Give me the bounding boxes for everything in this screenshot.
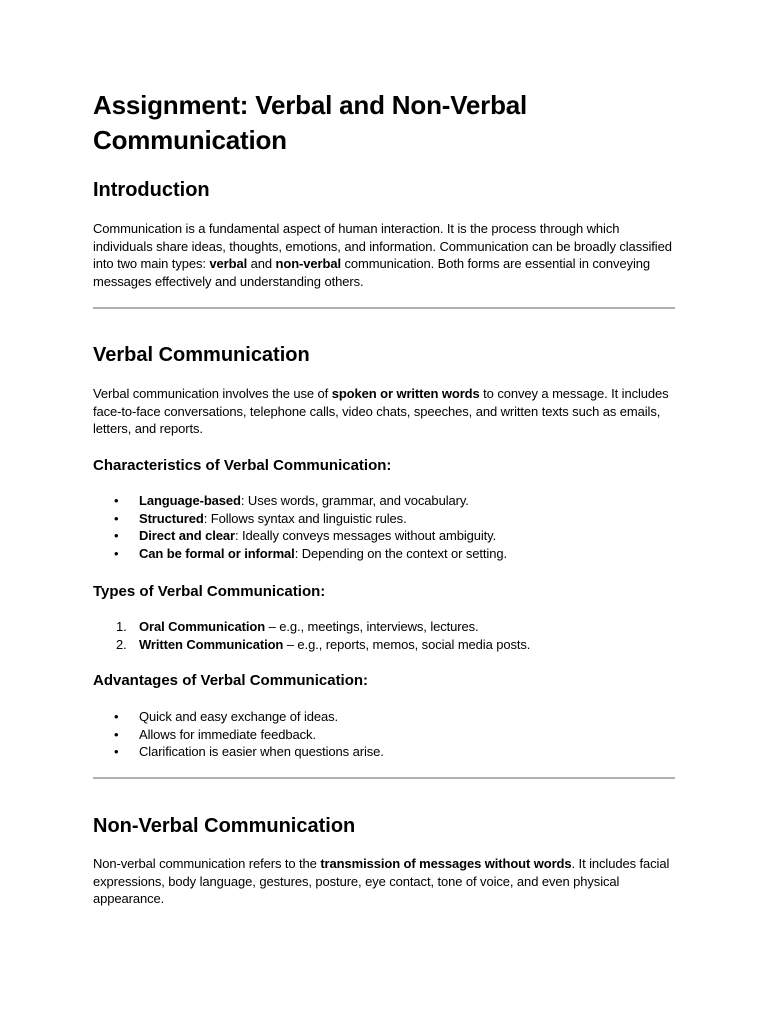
intro-paragraph (93, 220, 675, 290)
list-item (93, 618, 675, 636)
heading-advantages: Advantages of Verbal Communication: (93, 672, 369, 689)
item-description: – e.g., meetings, interviews, lectures. (265, 619, 479, 634)
intro-text-1: Communication is a fundamental aspect of human interaction. It is the process through which individuals share ideas, thoughts, emotions, and information. Communication can be broadly classified into two main types: (93, 221, 672, 272)
document-title: Assignment: Verbal and Non-Verbal Communication (93, 90, 528, 155)
list-item (93, 636, 675, 654)
bullet-icon: • (114, 493, 119, 508)
intro-text-3: communication. Both forms are essential in conveying messages effectively and understanding others. (93, 256, 651, 289)
item-term: Written Communication (139, 636, 284, 652)
list-item (93, 527, 675, 545)
item-text: Quick and easy exchange of ideas. (139, 709, 339, 724)
item-term: Can be formal or informal (139, 545, 295, 561)
advantages-list (93, 708, 675, 761)
item-term: Language-based (139, 493, 241, 508)
heading-nonverbal-communication: Non-Verbal Communication (93, 815, 356, 837)
item-term: Oral Communication (139, 619, 266, 634)
nonverbal-paragraph (93, 855, 675, 908)
list-number: 1. (116, 619, 127, 634)
item-text: Clarification is easier when questions arise. (139, 744, 384, 760)
bullet-icon: • (114, 726, 119, 742)
item-description: : Ideally conveys messages without ambiguity. (234, 528, 497, 544)
item-description: : Depending on the context or setting. (294, 545, 507, 561)
bullet-icon: • (114, 744, 119, 760)
item-term: Structured (139, 510, 204, 526)
section-divider (93, 777, 675, 779)
item-description: : Follows syntax and linguistic rules. (203, 510, 407, 526)
heading-verbal-communication: Verbal Communication (93, 344, 310, 366)
item-term: Direct and clear (139, 528, 235, 544)
verbal-text-2: to convey a message. It includes face-to-face conversations, telephone calls, video chats, speeches, and written texts such as emails, letters, and reports. (93, 386, 669, 437)
types-list (93, 618, 675, 653)
section-divider (93, 307, 675, 309)
list-item (93, 545, 675, 563)
list-item (93, 726, 675, 744)
item-text: Allows for immediate feedback. (139, 726, 316, 742)
intro-text-2: and (247, 256, 276, 272)
verbal-bold-words: spoken or written words (331, 386, 480, 401)
heading-introduction: Introduction (93, 179, 210, 201)
bullet-icon: • (114, 709, 119, 724)
item-description: – e.g., reports, memos, social media posts. (283, 636, 531, 652)
intro-bold-nonverbal: non-verbal (275, 256, 341, 272)
verbal-paragraph (93, 385, 675, 438)
list-number: 2. (116, 636, 127, 652)
bullet-icon: • (114, 545, 119, 561)
verbal-text-1: Verbal communication involves the use of (93, 386, 332, 401)
list-item (93, 708, 675, 726)
heading-characteristics: Characteristics of Verbal Communication: (93, 457, 392, 474)
heading-types: Types of Verbal Communication: (93, 583, 326, 600)
list-item (93, 492, 675, 510)
bullet-icon: • (114, 528, 119, 544)
bullet-icon: • (114, 510, 119, 526)
item-description: : Uses words, grammar, and vocabulary. (240, 493, 469, 508)
list-item (93, 743, 675, 761)
list-item (93, 510, 675, 528)
nonverbal-text-1: Non-verbal communication refers to the (93, 856, 321, 871)
characteristics-list (93, 492, 675, 562)
intro-bold-verbal: verbal (209, 256, 248, 272)
nonverbal-bold-transmission: transmission of messages without words (320, 856, 572, 871)
nonverbal-text-2: . It includes facial expressions, body language, gestures, posture, eye contact, tone of voice, and even physical appearance. (93, 856, 670, 907)
